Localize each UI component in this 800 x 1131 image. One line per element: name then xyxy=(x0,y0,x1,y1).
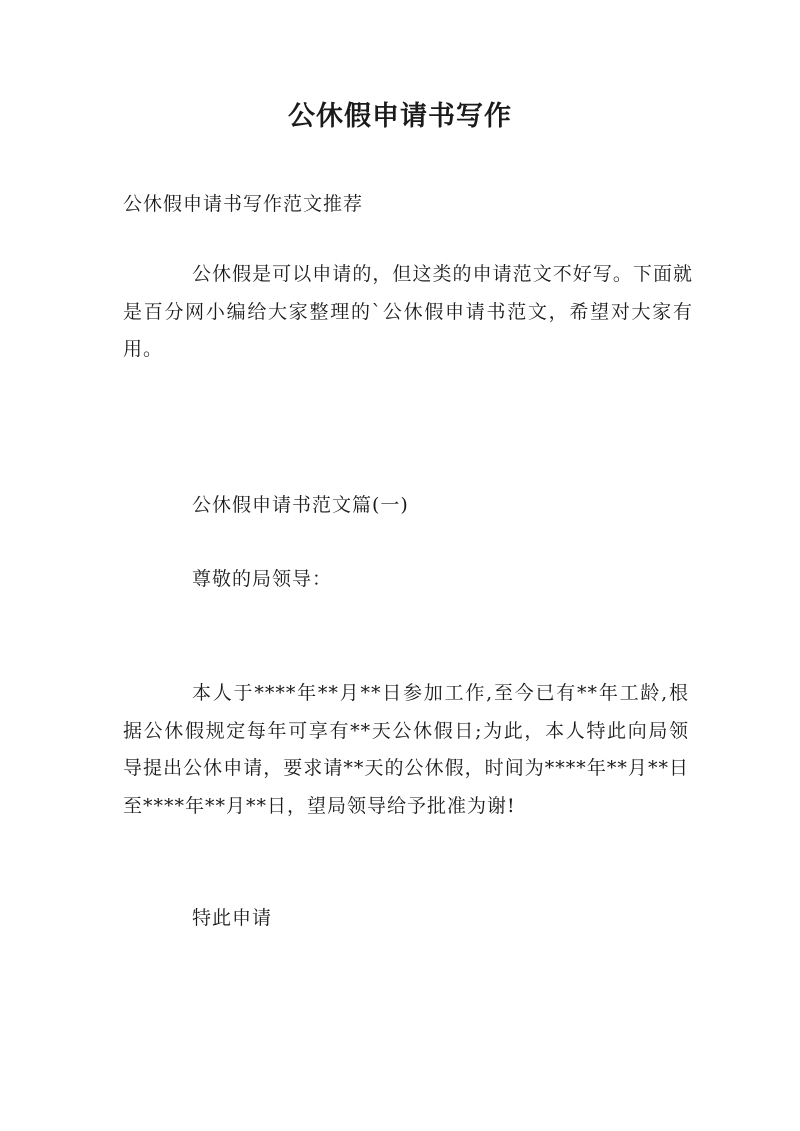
section-heading: 公休假申请书范文篇(一) xyxy=(192,494,409,516)
intro-paragraph: 公休假是可以申请的，但这类的申请范文不好写。下面就是百分网小编给大家整理的`公休假申请书范文，希望对大家有用。 xyxy=(123,263,693,360)
salutation: 尊敬的局领导： xyxy=(192,568,333,590)
body-paragraph: 本人于****年**月**日参加工作,至今已有**年工龄,根据公休假规定每年可享有**天公休假日;为此，本人特此向局领导提出公休申请，要求请**天的公休假，时间为****年**月**日至****年**月**日，望局领导给予批准为谢! xyxy=(123,682,689,817)
page-title: 公休假申请书写作 xyxy=(288,101,512,132)
closing-line: 特此申请 xyxy=(192,907,273,929)
document-subtitle: 公休假申请书写作范文推荐 xyxy=(123,193,364,215)
